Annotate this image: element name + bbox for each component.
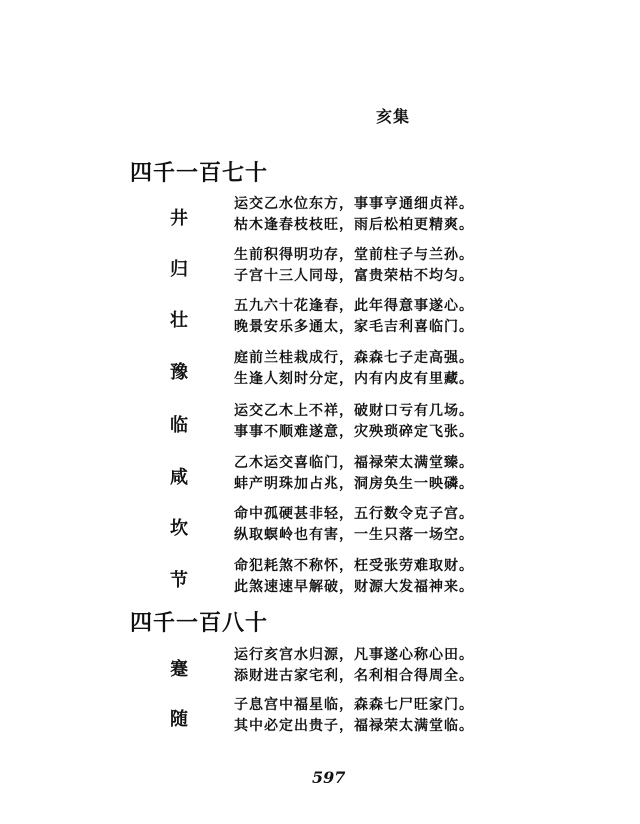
verse-line: 五九六十花逢春，此年得意事遂心。 bbox=[234, 298, 474, 314]
section-heading: 四千一百八十 bbox=[130, 610, 269, 636]
hexagram-name: 坎 bbox=[170, 518, 188, 539]
verse-line: 其中必定出贵子，福禄荣太满堂临。 bbox=[234, 718, 474, 734]
hexagram-name: 节 bbox=[170, 570, 188, 591]
hexagram-name: 豫 bbox=[170, 362, 188, 383]
verse-line: 蚌产明珠加占兆，洞房奂生一映磷。 bbox=[234, 476, 474, 492]
hexagram-name: 壮 bbox=[170, 310, 188, 331]
hexagram-name: 咸 bbox=[170, 467, 188, 488]
verse-line: 运行亥宫水归源，凡事遂心称心田。 bbox=[234, 647, 474, 663]
verse-line: 运交乙水位东方，事事亨通细贞祥。 bbox=[234, 196, 474, 212]
hexagram-name: 井 bbox=[170, 208, 188, 229]
verse-line: 事事不顺难遂意，灾殃琐碎定飞张。 bbox=[234, 424, 474, 440]
verse-line: 子宫十三人同母，富贵荣枯不均匀。 bbox=[234, 268, 474, 284]
list-item bbox=[0, 347, 640, 397]
verse-line: 运交乙木上不祥，破财口亏有几场。 bbox=[234, 403, 474, 419]
verse-line: 命犯耗煞不称怀，枉受张劳难取财。 bbox=[234, 558, 474, 574]
verse-line: 子息宫中福星临，森森七尸旺家门。 bbox=[234, 697, 474, 713]
section-heading: 四千一百七十 bbox=[130, 160, 269, 186]
list-item bbox=[0, 694, 640, 744]
hexagram-name: 随 bbox=[170, 709, 188, 730]
list-item bbox=[0, 400, 640, 450]
list-item bbox=[0, 295, 640, 345]
verse-line: 添财进古家宅利，名利相合得周全。 bbox=[234, 668, 474, 684]
page-number: 597 bbox=[312, 768, 346, 787]
verse-line: 纵取螟岭也有害，一生只落一场空。 bbox=[234, 527, 474, 543]
verse-line: 生前积得明功存，堂前柱子与兰孙。 bbox=[234, 247, 474, 263]
verse-line: 生逢人刻时分定，内有内皮有里藏。 bbox=[234, 371, 474, 387]
list-item bbox=[0, 244, 640, 294]
hexagram-name: 临 bbox=[170, 415, 188, 436]
hexagram-name: 归 bbox=[170, 259, 188, 280]
list-item bbox=[0, 193, 640, 243]
verse-line: 乙木运交喜临门，福禄荣太满堂臻。 bbox=[234, 455, 474, 471]
verse-line: 命中孤硬甚非轻，五行数令克子宫。 bbox=[234, 506, 474, 522]
list-item bbox=[0, 644, 640, 694]
list-item bbox=[0, 503, 640, 553]
verse-line: 庭前兰桂栽成行，森森七子走高强。 bbox=[234, 350, 474, 366]
running-head: 亥集 bbox=[376, 107, 411, 126]
verse-line: 晚景安乐多通太，家毛吉利喜临门。 bbox=[234, 319, 474, 335]
verse-line: 枯木逢春枝枝旺，雨后松柏更精爽。 bbox=[234, 217, 474, 233]
verse-line: 此煞速速早解破，财源大发福神来。 bbox=[234, 579, 474, 595]
hexagram-name: 蹇 bbox=[170, 659, 188, 680]
list-item bbox=[0, 555, 640, 605]
list-item bbox=[0, 452, 640, 502]
